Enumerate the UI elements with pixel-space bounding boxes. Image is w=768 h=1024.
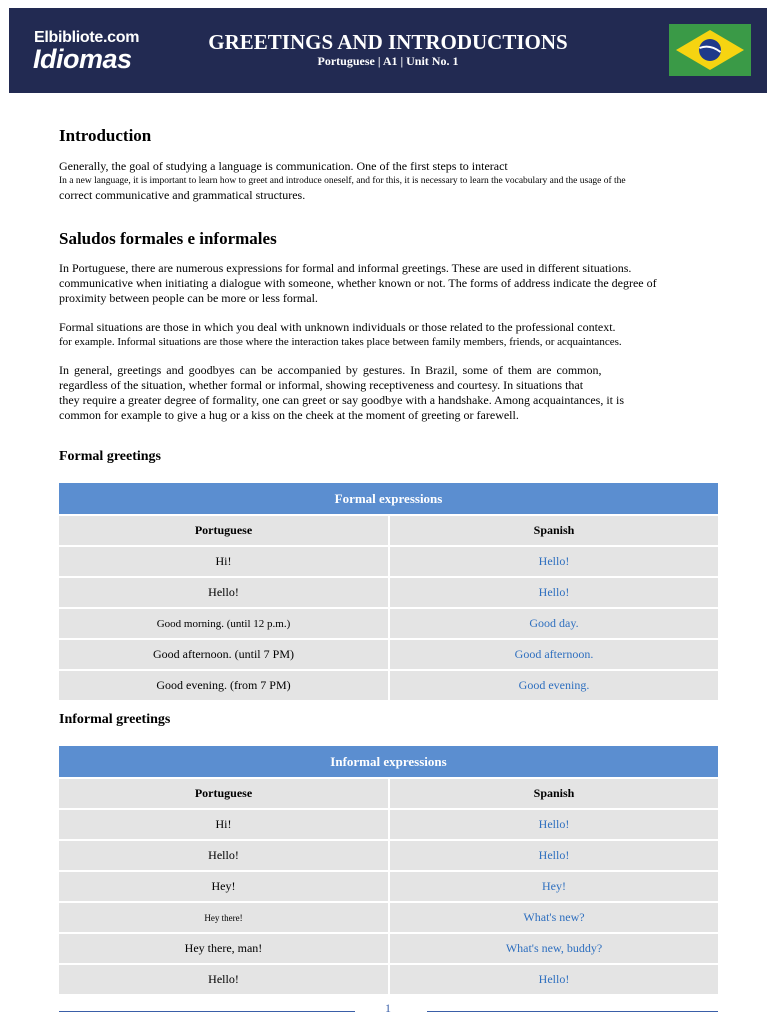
- saludos-paragraph-1: [59, 261, 719, 306]
- portuguese-cell: Good morning. (until 12 p.m.): [59, 608, 389, 639]
- intro-heading: Introduction: [59, 126, 152, 145]
- text-line: regardless of the situation, whether formal or informal, showing receptiveness and courtesy. In situations that: [59, 378, 584, 392]
- page-number: 1: [385, 1001, 391, 1015]
- table-row: [59, 809, 718, 840]
- intro-line-3: correct communicative and grammatical structures.: [59, 188, 306, 202]
- portuguese-cell: Good evening. (from 7 PM): [59, 670, 389, 701]
- spanish-cell: Hello!: [389, 546, 718, 577]
- column-header-spanish: Spanish: [389, 515, 718, 546]
- saludos-paragraph-2: [59, 320, 719, 350]
- table-header-row: [59, 778, 718, 809]
- table-caption: Formal expressions: [59, 483, 718, 515]
- table-row: [59, 964, 718, 995]
- text-line: for example. Informal situations are those where the interaction takes place between family members, friends, or acquaintances.: [59, 336, 622, 348]
- portuguese-cell: Hi!: [59, 809, 389, 840]
- spanish-cell: Hello!: [389, 964, 718, 995]
- document-title: GREETINGS AND INTRODUCTIONS: [208, 30, 568, 54]
- table-header-row: [59, 515, 718, 546]
- portuguese-cell: Hey there, man!: [59, 933, 389, 964]
- formal-expressions-table: [59, 483, 718, 702]
- spanish-cell: Hello!: [389, 809, 718, 840]
- text-line: proximity between people can be more or less formal.: [59, 291, 318, 305]
- table-row: [59, 670, 718, 701]
- saludos-heading: Saludos formales e informales: [59, 229, 277, 248]
- informal-expressions-table: [59, 746, 718, 996]
- table-row: [59, 933, 718, 964]
- portuguese-cell: Hello!: [59, 964, 389, 995]
- text-line: Formal situations are those in which you deal with unknown individuals or those related to the professional context.: [59, 320, 616, 334]
- spanish-cell: Hello!: [389, 840, 718, 871]
- portuguese-cell: Hello!: [59, 840, 389, 871]
- table-row: [59, 608, 718, 639]
- informal-heading: Informal greetings: [59, 712, 171, 727]
- column-header-spanish: Spanish: [389, 778, 718, 809]
- text-line: In Portuguese, there are numerous expressions for formal and informal greetings. These are used in different situations.: [59, 261, 632, 275]
- spanish-cell: Good day.: [389, 608, 718, 639]
- footer-divider-right: [427, 1011, 718, 1012]
- brazil-flag-icon: [669, 24, 751, 76]
- spanish-cell: What's new, buddy?: [389, 933, 718, 964]
- text-line: communicative when initiating a dialogue with someone, whether known or not. The forms of address indicate the degree of: [59, 276, 657, 290]
- logo-brand: Idiomas: [33, 44, 132, 74]
- table-row: [59, 546, 718, 577]
- table-row: [59, 840, 718, 871]
- document-header: [9, 8, 767, 93]
- table-row: [59, 577, 718, 608]
- column-header-portuguese: Portuguese: [59, 778, 389, 809]
- document-subtitle: Portuguese | A1 | Unit No. 1: [317, 54, 459, 68]
- footer-divider-left: [59, 1011, 355, 1012]
- logo-site-name: Elbibliote.com: [34, 29, 140, 46]
- table-caption: Informal expressions: [59, 746, 718, 778]
- table-row: [59, 871, 718, 902]
- portuguese-cell: Hey!: [59, 871, 389, 902]
- intro-line-1: Generally, the goal of studying a language is communication. One of the first steps to interact: [59, 159, 508, 173]
- column-header-portuguese: Portuguese: [59, 515, 389, 546]
- spanish-cell: Good evening.: [389, 670, 718, 701]
- spanish-cell: Hey!: [389, 871, 718, 902]
- intro-line-2: In a new language, it is important to learn how to greet and introduce oneself, and for this, it is necessary to learn the vocabulary and the usage of the: [59, 176, 626, 186]
- text-line: common for example to give a hug or a kiss on the cheek at the moment of greeting or farewell.: [59, 408, 519, 422]
- table-row: [59, 902, 718, 933]
- table-row: [59, 639, 718, 670]
- text-line: In general, greetings and goodbyes can be accompanied by gestures. In Brazil, some of them are common,: [59, 363, 602, 377]
- portuguese-cell: Good afternoon. (until 7 PM): [59, 639, 389, 670]
- spanish-cell: Hello!: [389, 577, 718, 608]
- portuguese-cell: Hi!: [59, 546, 389, 577]
- portuguese-cell: Hey there!: [59, 902, 389, 933]
- spanish-cell: What's new?: [389, 902, 718, 933]
- spanish-cell: Good afternoon.: [389, 639, 718, 670]
- text-line: they require a greater degree of formality, one can greet or say goodbye with a handshake. Among acquaintances, it is: [59, 393, 625, 407]
- formal-heading: Formal greetings: [59, 449, 161, 464]
- saludos-paragraph-3: [59, 363, 719, 423]
- portuguese-cell: Hello!: [59, 577, 389, 608]
